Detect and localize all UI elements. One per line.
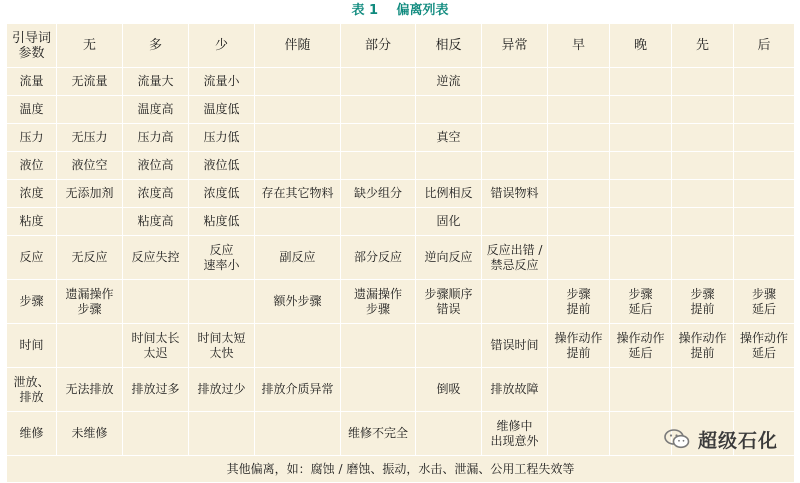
deviation-cell: 排放介质异常 xyxy=(255,368,341,412)
deviation-cell xyxy=(548,180,610,208)
deviation-cell: 反应出错 / 禁忌反应 xyxy=(482,236,548,280)
caption-number: 表 1 xyxy=(351,3,379,18)
table-row xyxy=(7,96,795,124)
deviation-cell: 液位低 xyxy=(189,152,255,180)
deviation-cell xyxy=(255,208,341,236)
deviation-cell: 遗漏操作 步骤 xyxy=(57,280,123,324)
deviation-cell: 浓度低 xyxy=(189,180,255,208)
deviation-cell xyxy=(341,208,416,236)
deviation-cell: 步骤 提前 xyxy=(548,280,610,324)
deviation-cell: 反应 速率小 xyxy=(189,236,255,280)
deviation-cell: 逆流 xyxy=(416,68,482,96)
deviation-cell xyxy=(123,280,189,324)
deviation-cell xyxy=(672,96,734,124)
guideword-header: 无 xyxy=(57,24,123,68)
deviation-cell xyxy=(255,124,341,152)
deviation-cell xyxy=(341,152,416,180)
deviation-cell xyxy=(341,368,416,412)
deviation-cell xyxy=(672,152,734,180)
deviation-cell: 操作动作 提前 xyxy=(548,324,610,368)
deviation-cell: 步骤顺序 错误 xyxy=(416,280,482,324)
guideword-header: 早 xyxy=(548,24,610,68)
deviation-cell xyxy=(341,324,416,368)
table-row xyxy=(7,124,795,152)
deviation-cell xyxy=(610,96,672,124)
deviation-cell xyxy=(341,96,416,124)
parameter-cell: 温度 xyxy=(7,96,57,124)
deviation-cell: 时间太长 太迟 xyxy=(123,324,189,368)
deviation-cell: 固化 xyxy=(416,208,482,236)
deviation-cell xyxy=(548,208,610,236)
parameter-cell: 浓度 xyxy=(7,180,57,208)
deviation-cell: 步骤 延后 xyxy=(734,280,795,324)
deviation-cell: 操作动作 延后 xyxy=(610,324,672,368)
deviation-cell: 部分反应 xyxy=(341,236,416,280)
deviation-cell xyxy=(548,412,610,456)
deviation-cell: 操作动作 延后 xyxy=(734,324,795,368)
deviation-cell xyxy=(57,96,123,124)
deviation-cell: 反应失控 xyxy=(123,236,189,280)
deviation-cell: 流量大 xyxy=(123,68,189,96)
deviation-cell xyxy=(610,368,672,412)
deviation-cell xyxy=(734,96,795,124)
deviation-cell xyxy=(548,368,610,412)
deviation-cell xyxy=(734,368,795,412)
deviation-cell xyxy=(548,124,610,152)
table-row xyxy=(7,236,795,280)
deviation-cell xyxy=(482,68,548,96)
deviation-cell xyxy=(610,124,672,152)
deviation-cell: 压力高 xyxy=(123,124,189,152)
table-row xyxy=(7,208,795,236)
deviation-cell: 步骤 延后 xyxy=(610,280,672,324)
deviation-cell xyxy=(255,152,341,180)
deviation-cell xyxy=(734,236,795,280)
deviation-cell: 无反应 xyxy=(57,236,123,280)
deviation-cell: 操作动作 提前 xyxy=(672,324,734,368)
deviation-cell: 真空 xyxy=(416,124,482,152)
deviation-cell xyxy=(189,280,255,324)
deviation-cell xyxy=(482,208,548,236)
deviation-cell: 时间太短 太快 xyxy=(189,324,255,368)
deviation-cell: 步骤 提前 xyxy=(672,280,734,324)
deviation-cell xyxy=(672,180,734,208)
deviation-cell xyxy=(341,124,416,152)
guideword-header: 先 xyxy=(672,24,734,68)
deviation-cell xyxy=(734,208,795,236)
deviation-cell xyxy=(482,152,548,180)
guideword-header: 伴随 xyxy=(255,24,341,68)
deviation-cell xyxy=(255,324,341,368)
deviation-cell xyxy=(610,180,672,208)
deviation-cell: 未维修 xyxy=(57,412,123,456)
deviation-cell xyxy=(548,68,610,96)
table-caption xyxy=(0,0,800,22)
deviation-cell xyxy=(672,368,734,412)
guideword-header: 相反 xyxy=(416,24,482,68)
deviation-cell xyxy=(482,280,548,324)
deviation-cell xyxy=(189,412,255,456)
deviation-cell xyxy=(416,412,482,456)
parameter-cell: 粘度 xyxy=(7,208,57,236)
corner-header: 引导词 参数 xyxy=(7,24,57,68)
deviation-cell xyxy=(416,324,482,368)
guideword-header: 异常 xyxy=(482,24,548,68)
deviation-cell: 遗漏操作 步骤 xyxy=(341,280,416,324)
deviation-cell xyxy=(341,68,416,96)
deviation-cell xyxy=(255,68,341,96)
parameter-cell: 步骤 xyxy=(7,280,57,324)
deviation-cell xyxy=(672,236,734,280)
table-row xyxy=(7,68,795,96)
deviation-cell: 粘度高 xyxy=(123,208,189,236)
deviation-cell: 无添加剂 xyxy=(57,180,123,208)
guideword-header: 部分 xyxy=(341,24,416,68)
guideword-header: 多 xyxy=(123,24,189,68)
parameter-cell: 液位 xyxy=(7,152,57,180)
header-row xyxy=(7,24,795,68)
deviation-cell: 液位高 xyxy=(123,152,189,180)
deviation-cell xyxy=(123,412,189,456)
wechat-icon xyxy=(664,429,690,449)
deviation-cell: 浓度高 xyxy=(123,180,189,208)
deviation-cell: 逆向反应 xyxy=(416,236,482,280)
table-row xyxy=(7,324,795,368)
parameter-cell: 反应 xyxy=(7,236,57,280)
deviation-cell xyxy=(672,68,734,96)
deviation-cell xyxy=(610,412,672,456)
deviation-cell xyxy=(610,208,672,236)
deviation-cell xyxy=(416,152,482,180)
deviation-cell xyxy=(255,96,341,124)
deviation-cell: 无法排放 xyxy=(57,368,123,412)
watermark xyxy=(664,425,798,453)
deviation-cell: 比例相反 xyxy=(416,180,482,208)
deviation-cell xyxy=(548,96,610,124)
deviation-cell xyxy=(548,236,610,280)
deviation-cell: 排放故障 xyxy=(482,368,548,412)
footer-note: 其他偏离，如：腐蚀 / 磨蚀、振动，水击、泄漏、公用工程失效等 xyxy=(7,456,795,483)
table-body xyxy=(7,68,795,456)
deviation-cell: 温度低 xyxy=(189,96,255,124)
caption-title: 偏离列表 xyxy=(396,3,449,18)
guideword-header: 后 xyxy=(734,24,795,68)
deviation-cell: 存在其它物料 xyxy=(255,180,341,208)
parameter-cell: 流量 xyxy=(7,68,57,96)
parameter-cell: 泄放、 排放 xyxy=(7,368,57,412)
deviation-cell xyxy=(416,96,482,124)
deviation-cell xyxy=(610,236,672,280)
deviation-cell xyxy=(610,68,672,96)
deviation-cell: 错误时间 xyxy=(482,324,548,368)
deviation-cell xyxy=(672,124,734,152)
deviation-cell: 错误物料 xyxy=(482,180,548,208)
parameter-cell: 维修 xyxy=(7,412,57,456)
deviation-cell xyxy=(610,152,672,180)
deviation-cell: 压力低 xyxy=(189,124,255,152)
deviation-cell: 粘度低 xyxy=(189,208,255,236)
deviation-cell xyxy=(672,208,734,236)
deviation-cell xyxy=(734,180,795,208)
deviation-cell: 倒吸 xyxy=(416,368,482,412)
guideword-header: 晚 xyxy=(610,24,672,68)
deviation-cell: 液位空 xyxy=(57,152,123,180)
parameter-cell: 时间 xyxy=(7,324,57,368)
deviation-cell: 维修中 出现意外 xyxy=(482,412,548,456)
deviation-cell: 排放过少 xyxy=(189,368,255,412)
table-row xyxy=(7,180,795,208)
deviation-cell xyxy=(548,152,610,180)
deviation-cell xyxy=(734,124,795,152)
deviation-cell: 排放过多 xyxy=(123,368,189,412)
deviation-cell xyxy=(734,152,795,180)
deviation-cell: 维修不完全 xyxy=(341,412,416,456)
deviation-cell: 副反应 xyxy=(255,236,341,280)
deviation-table xyxy=(6,23,795,483)
deviation-cell: 无压力 xyxy=(57,124,123,152)
deviation-cell xyxy=(482,124,548,152)
deviation-cell xyxy=(734,68,795,96)
deviation-cell xyxy=(57,324,123,368)
footer-row xyxy=(7,456,795,483)
deviation-cell: 流量小 xyxy=(189,68,255,96)
table-row xyxy=(7,152,795,180)
deviation-cell: 无流量 xyxy=(57,68,123,96)
table-row xyxy=(7,368,795,412)
deviation-cell: 缺少组分 xyxy=(341,180,416,208)
deviation-cell xyxy=(482,96,548,124)
parameter-cell: 压力 xyxy=(7,124,57,152)
deviation-cell xyxy=(57,208,123,236)
table-row xyxy=(7,280,795,324)
deviation-cell: 温度高 xyxy=(123,96,189,124)
guideword-header: 少 xyxy=(189,24,255,68)
watermark-brand: 超级石化 xyxy=(698,429,779,452)
deviation-cell: 额外步骤 xyxy=(255,280,341,324)
deviation-cell xyxy=(255,412,341,456)
